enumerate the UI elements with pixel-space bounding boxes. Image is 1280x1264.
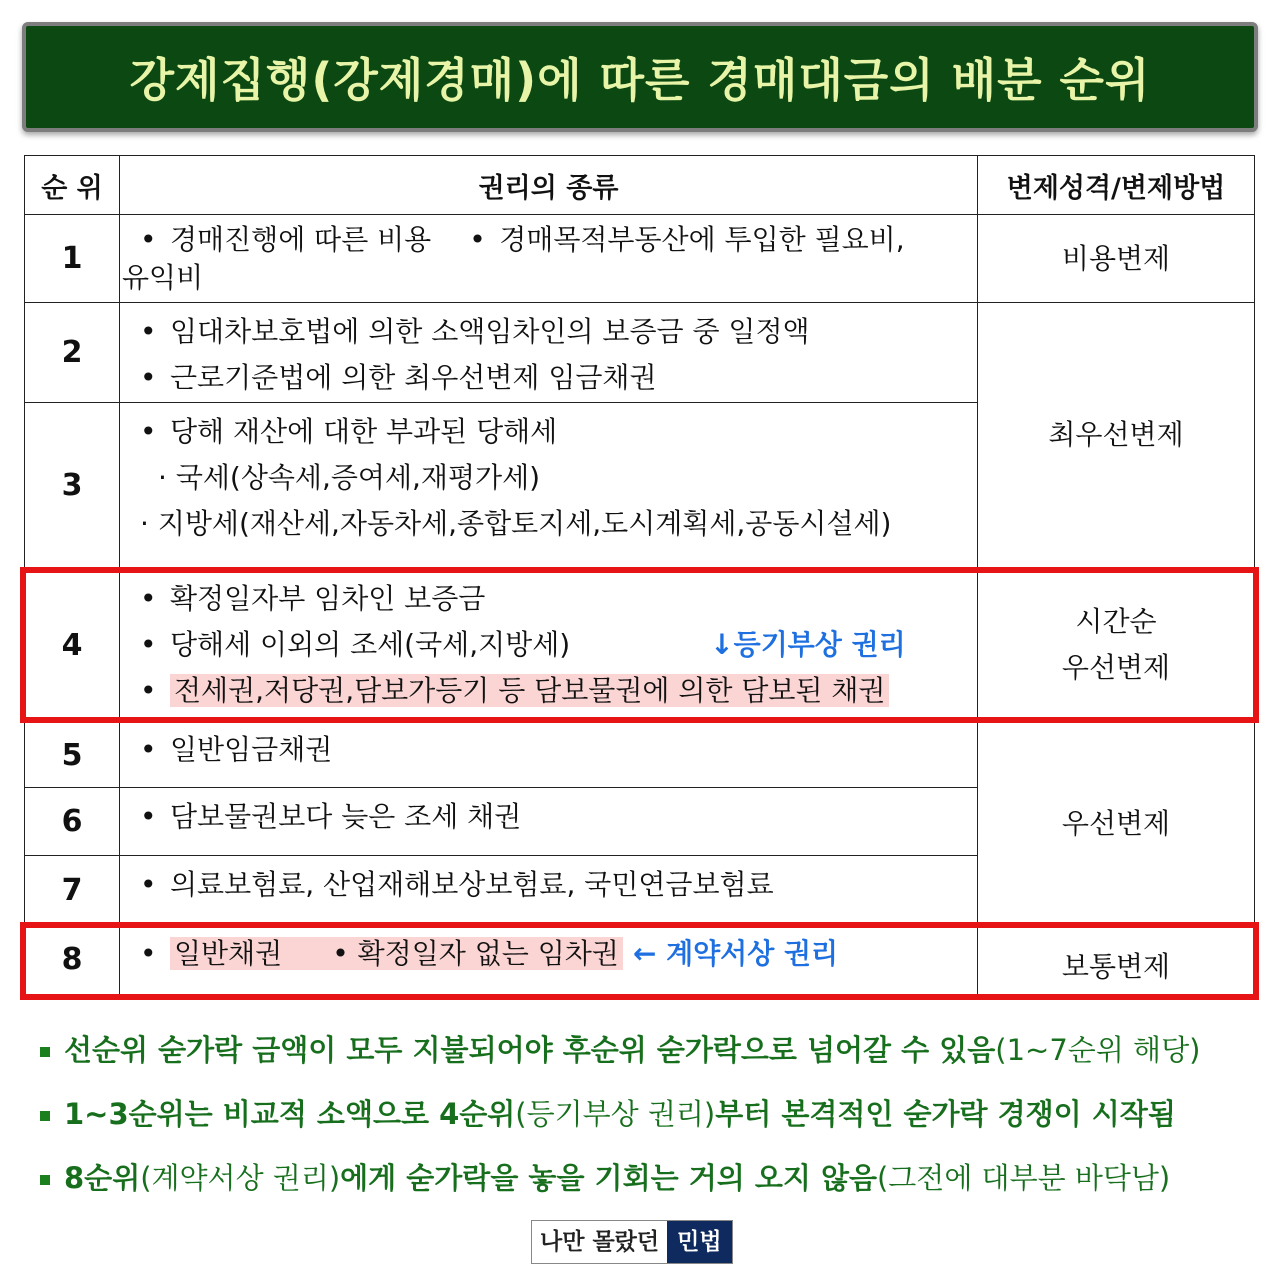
header-method: 변제성격/변제방법 xyxy=(977,155,1255,215)
rank-cell: 5 xyxy=(24,722,120,788)
rank-cell: 1 xyxy=(24,214,120,303)
header-rights: 권리의 종류 xyxy=(119,155,978,215)
list-item: 의료보험료, 산업재해보상보험료, 국민연금보험료 xyxy=(170,868,774,901)
method-label: 시간순 xyxy=(1075,605,1157,638)
list-item: 지방세(재산세,자동차세,종합토지세,도시계획세,공동시설세) xyxy=(157,507,892,540)
rank-cell: 8 xyxy=(24,924,120,995)
list-item: 임대차보호법에 의한 소액임차인의 보증금 중 일정액 xyxy=(170,315,810,348)
footer-brand xyxy=(531,1220,733,1264)
method-label: 비용변제 xyxy=(1061,241,1171,275)
rank-cell: 7 xyxy=(24,855,120,925)
list-item: 확정일자부 임차인 보증금 xyxy=(170,582,486,615)
method-label: 최우선변제 xyxy=(1048,418,1184,451)
header-rank: 순 위 xyxy=(24,155,120,215)
summary-bullet: 8순위(계약서상 권리)에게 숟가락을 놓을 기회는 거의 오지 않음(그전에 대부분 바닥남) xyxy=(40,1150,1260,1214)
list-item: 전세권,저당권,담보가등기 등 담보물권에 의한 담보된 채권 xyxy=(170,674,889,707)
summary-bullet: 선순위 숟가락 금액이 모두 지불되어야 후순위 숟가락으로 넘어갈 수 있음(1~7순위 해당) xyxy=(40,1022,1260,1086)
method-cell xyxy=(977,214,1255,303)
rank-4-highlight-box xyxy=(20,567,1259,723)
summary-bullets xyxy=(40,1022,1260,1214)
list-item: 당해세 이외의 조세(국세,지방세) xyxy=(170,628,571,661)
rank-cell: 3 xyxy=(24,402,120,568)
list-item: 일반채권 • 확정일자 없는 임차권 xyxy=(170,937,623,970)
rights-cell: • 확정일자부 임차인 보증금 • 당해세 이외의 조세(국세,지방세) ↓등기부상 권리 • 전세권,저당권,담보가등기 등 담보물권에 의한 담보된 채권 xyxy=(119,567,978,723)
footer-brand-label: 민법 xyxy=(667,1221,731,1263)
rights-cell: • 일반임금채권 xyxy=(119,722,978,788)
list-item: 경매목적부동산에 투입한 필요비, xyxy=(499,223,905,256)
rank-cell: 4 xyxy=(24,567,120,723)
footer-brand-text: 나만 몰랐던 xyxy=(532,1221,667,1263)
rights-cell: • 당해 재산에 대한 부과된 당해세 · 국세(상속세,증여세,재평가세) · 지방세(재산세,자동차세,종합토지세,도시계획세,공동시설세) xyxy=(119,402,978,568)
list-item: 담보물권보다 늦은 조세 채권 xyxy=(170,800,522,833)
rights-cell: • 경매진행에 따른 비용 • 경매목적부동산에 투입한 필요비, 유익비 xyxy=(119,214,978,303)
registry-rights-note: ↓등기부상 권리 xyxy=(710,628,906,661)
rank-cell: 2 xyxy=(24,302,120,403)
method-cell xyxy=(977,302,1255,568)
square-bullet-icon xyxy=(40,1175,50,1185)
square-bullet-icon xyxy=(40,1047,50,1057)
rights-cell: • 일반채권 • 확정일자 없는 임차권 ← 계약서상 권리 xyxy=(119,924,978,995)
page-title: 강제집행(강제경매)에 따른 경매대금의 배분 순위 xyxy=(129,53,1151,107)
rights-cell: • 담보물권보다 늦은 조세 채권 xyxy=(119,787,978,856)
list-item: 당해 재산에 대한 부과된 당해세 xyxy=(170,415,558,448)
rank-8-highlight-box xyxy=(20,922,1259,1000)
rank-cell: 6 xyxy=(24,787,120,856)
contract-rights-note: ← 계약서상 권리 xyxy=(632,937,839,970)
title-banner xyxy=(22,22,1258,132)
method-cell xyxy=(977,722,1255,925)
method-label: 우선변제 xyxy=(1061,806,1171,840)
list-item: 경매진행에 따른 비용 xyxy=(170,223,432,256)
method-label: 우선변제 xyxy=(1061,651,1171,684)
square-bullet-icon xyxy=(40,1111,50,1121)
rights-cell: • 임대차보호법에 의한 소액임차인의 보증금 중 일정액 • 근로기준법에 의한 최우선변제 임금채권 xyxy=(119,302,978,403)
list-item: 근로기준법에 의한 최우선변제 임금채권 xyxy=(170,361,657,394)
rights-cell: • 의료보험료, 산업재해보상보험료, 국민연금보험료 xyxy=(119,855,978,925)
list-item: 유익비 xyxy=(122,261,204,294)
method-label: 보통변제 xyxy=(1061,949,1171,983)
summary-bullet: 1~3순위는 비교적 소액으로 4순위(등기부상 권리)부터 본격적인 숟가락 경쟁이 시작됨 xyxy=(40,1086,1260,1150)
list-item: 일반임금채권 xyxy=(170,733,333,766)
list-item: 국세(상속세,증여세,재평가세) xyxy=(175,461,541,494)
